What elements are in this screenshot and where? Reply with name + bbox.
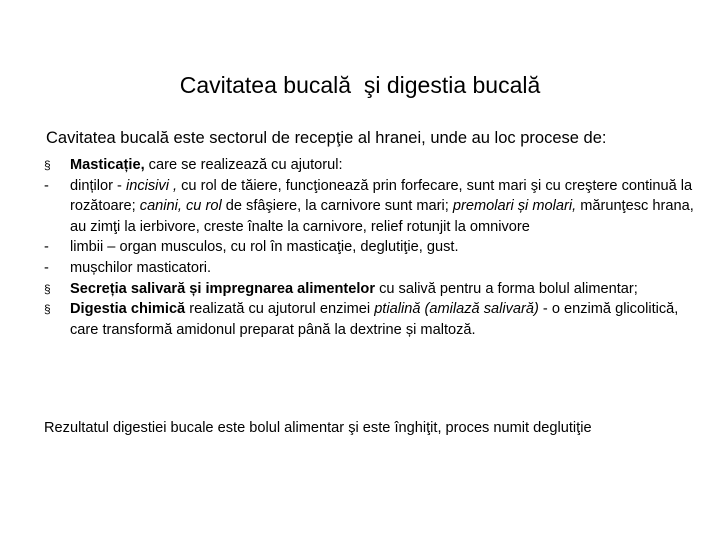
intro-text bbox=[46, 127, 606, 149]
list-item-saliva bbox=[44, 279, 694, 300]
teeth-text-4: mărunţesc hrana, au zimţi la ierbivore, creste înalte la carnivore, relief rotunjit la omnivore bbox=[70, 198, 694, 235]
chemical-text-2: - o enzimă glicolitică, care transformă amidonul preparat până la dextrine și maltoză. bbox=[70, 301, 679, 338]
teeth-molars: premolari și molari, bbox=[452, 198, 577, 215]
list-item-mastication bbox=[44, 155, 694, 176]
list-item-teeth bbox=[44, 176, 694, 238]
teeth-incisors: incisivi , bbox=[125, 177, 178, 194]
teeth-text-1: dinților - bbox=[70, 177, 126, 194]
saliva-text: cu salivă pentru a forma bolul alimentar; bbox=[375, 280, 638, 297]
mastication-text: care se realizează cu ajutorul: bbox=[144, 157, 343, 173]
list-item-muscles bbox=[44, 258, 694, 279]
teeth-text-2: cu rol de tăiere, funcţionează prin forfecare, sunt mari şi cu creştere continuă la rozătoare; bbox=[70, 177, 693, 215]
tongue-text: limbii – organ musculos, cu rol în masticaţie, deglutiţie, gust. bbox=[70, 239, 459, 256]
saliva-term: Secreția salivară și impregnarea alimentelor bbox=[70, 280, 376, 297]
teeth-text-3: de sfâşiere, la carnivore sunt mari; bbox=[221, 198, 453, 215]
list-item-chemical-digestion bbox=[44, 299, 694, 340]
intro-part-2: , unde au loc procese de: bbox=[421, 129, 607, 147]
chemical-enzyme: ptialină (amilază salivară) bbox=[374, 301, 539, 318]
result-text: Rezultatul digestiei bucale este bolul alimentar şi este înghiţit, proces numit deglutiţie bbox=[44, 420, 592, 436]
bullet-marker: § bbox=[44, 281, 51, 296]
muscles-text: mușchilor masticatori. bbox=[70, 259, 212, 276]
process-list bbox=[44, 155, 694, 340]
dash-marker: - bbox=[44, 177, 49, 194]
chemical-text-1: realizată cu ajutorul enzimei bbox=[185, 301, 375, 318]
mastication-term: Masticație, bbox=[70, 157, 145, 173]
list-item-tongue bbox=[44, 237, 694, 258]
bullet-marker: § bbox=[44, 158, 51, 172]
teeth-canines: canini, cu rol bbox=[139, 198, 222, 215]
dash-marker: - bbox=[44, 239, 49, 256]
chemical-term: Digestia chimică bbox=[70, 301, 186, 318]
intro-part-1: Cavitatea bucală este sectorul de recepţie al hranei bbox=[46, 129, 422, 147]
slide-title: Cavitatea bucală şi digestia bucală bbox=[179, 72, 541, 98]
dash-marker: - bbox=[44, 259, 49, 276]
bullet-marker: § bbox=[44, 302, 51, 317]
